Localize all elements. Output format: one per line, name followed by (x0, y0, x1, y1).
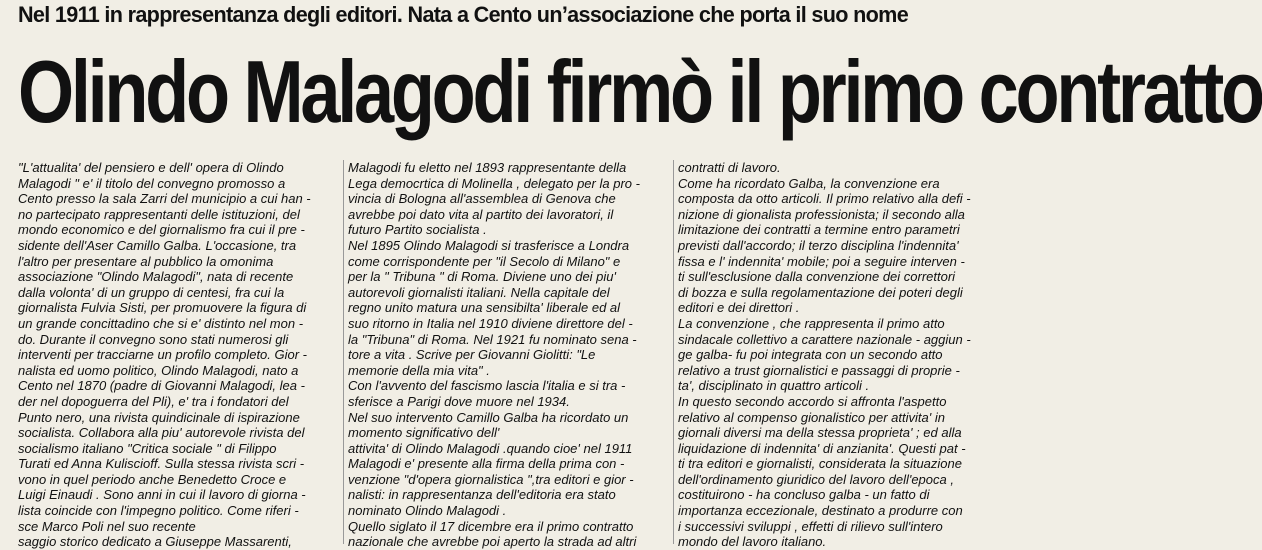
article-line: Nel 1895 Olindo Malagodi si trasferisce a Londra (348, 237, 630, 253)
article-line: socialismo italiano "Critica sociale " di Filippo (18, 440, 277, 456)
article-line: ti tra editori e giornalisti, considerata la situazione (678, 456, 962, 472)
article-line: mondo economico e del giornalismo fra cui il pre - (18, 222, 305, 238)
article-line: tore a vita . Scrive per Giovanni Giolitti: "Le (348, 347, 596, 363)
article-line: Malagodi " e' il titolo del convegno promosso a (18, 175, 286, 191)
article-line: Quello siglato il 17 dicembre era il primo contratto (348, 518, 634, 534)
article-line: In questo secondo accordo si affronta l'aspetto (678, 393, 947, 409)
article-line: fissa e l' indennita' mobile; poi a seguire interven - (678, 253, 965, 269)
article-line: contratti di lavoro. (678, 160, 781, 175)
article-line: Turati ed Anna Kuliscioff. Sulla stessa rivista scri - (18, 456, 305, 472)
article-line: interventi per tracciarne un profilo completo. Gior - (18, 347, 308, 363)
article-line: nazionale che avrebbe poi aperto la strada ad altri (348, 534, 637, 550)
article-line: giornalista Fulvia Sisti, per promuovere la figura di (18, 300, 307, 316)
article-line: nizione di gionalista professionista; il secondo alla (678, 206, 965, 222)
column-divider (343, 160, 344, 544)
article-line: avrebbe poi dato vita al partito dei lavoratori, il (348, 206, 614, 222)
article-line: associazione "Olindo Malagodi", nata di recente (18, 269, 294, 285)
article-line: editori e dei direttori . (678, 300, 800, 316)
article-line: Malagodi e' presente alla firma della prima con - (348, 456, 625, 472)
article-line: l'altro per presentare al pubblico la omonima (18, 253, 274, 269)
article-line: no partecipato rappresentanti delle istituzioni, del (18, 206, 300, 222)
article-line: Come ha ricordato Galba, la convenzione era (678, 175, 940, 191)
article-line: lista coincide con l'impegno politico. Come riferi - (18, 503, 299, 519)
article-line: nominato Olindo Malagodi . (348, 503, 507, 519)
article-line: un grande concittadino che si e' distinto nel mon - (18, 315, 304, 331)
article-line: relativo a trust giornalistici e passaggi di proprie - (678, 362, 960, 378)
article-line: relativo al compenso gionalistico per attivita' in (678, 409, 945, 425)
article-line: La convenzione , che rappresenta il primo atto (678, 315, 945, 331)
article-line: vincia di Bologna all'assemblea di Genova che (348, 191, 616, 207)
article-line: mondo del lavoro italiano. (678, 534, 827, 550)
article-line: ta', disciplinato in quattro articoli . (678, 378, 870, 394)
article-line: regno unito matura una sensibilta' liberale ed al (348, 300, 621, 316)
article-line: costituirono - ha concluso galba - un fatto di (678, 487, 930, 503)
article-line: importanza eccezionale, destinato a produrre con (678, 503, 963, 519)
article-line: sidente dell'Aser Camillo Galba. L'occasione, tra (18, 237, 297, 253)
article-line: liquidazione di indennita' di anzianita'. Questi pat - (678, 440, 966, 456)
article-line: Lega democrtica di Molinella , delegato per la pro - (348, 175, 640, 191)
article-line: Punto nero, una rivista quindicinale di ispirazione (18, 409, 300, 425)
article-line: suo ritorno in Italia nel 1910 diviene direttore del - (348, 315, 633, 331)
article-line: Luigi Einaudi . Sono anni in cui il lavoro di giorna - (18, 487, 306, 503)
article-line: Nel suo intervento Camillo Galba ha ricordato un (348, 409, 629, 425)
article-line: Con l'avvento del fascismo lascia l'italia e si tra - (348, 378, 626, 394)
article-line: dell'ordinamento giuridico del lavoro dell'epoca , (678, 471, 954, 487)
article-line: der nel dopoguerra del Pli), e' tra i fondatori del (18, 393, 289, 409)
kicker: Nel 1911 in rappresentanza degli editori. Nata a Cento un’associazione che porta il suo nome (18, 2, 909, 27)
article-line: saggio storico dedicato a Giuseppe Massarenti, (18, 534, 292, 550)
article-line: sferisce a Parigi dove muore nel 1934. (348, 393, 570, 409)
article-line: venzione "d'opera giornalistica ",tra editori e gior - (348, 471, 634, 487)
article-line: nalisti: in rappresentanza dell'editoria era stato (348, 487, 616, 503)
column-divider (673, 160, 674, 544)
article-line: attivita' di Olindo Malagodi .quando cioe' nel 1911 (348, 440, 633, 456)
article-line: ti sull'esclusione dalla convenzione dei correttori (678, 269, 956, 285)
article-line: come corrispondente per "il Secolo di Milano" e (348, 253, 621, 269)
article-line: composta da otto articoli. Il primo relativo alla defi - (678, 191, 971, 207)
article-line: vono in quel periodo anche Benedetto Croce e (18, 471, 287, 487)
article-line: previsti dall'accordo; il terzo disciplina l'indennita' (678, 237, 959, 253)
article-line: socialista. Collabora alla piu' autorevole rivista del (18, 425, 305, 441)
article-column-2 (348, 160, 670, 550)
article-line: memorie della mia vita" . (348, 362, 490, 378)
article-line: Malagodi fu eletto nel 1893 rappresentante della (348, 160, 627, 175)
article-line: nalista ed uomo politico, Olindo Malagodi, nato a (18, 362, 299, 378)
article-line: dalla volonta' di un gruppo di centesi, fra cui la (18, 284, 285, 300)
article-line: "L'attualita' del pensiero e dell' opera di Olindo (18, 160, 284, 175)
article-line: Cento nel 1870 (padre di Giovanni Malagodi, lea - (18, 378, 305, 394)
article-line: sindacale collettivo a carattere nazionale - aggiun - (678, 331, 971, 347)
article-column-3 (678, 160, 994, 550)
article-line: ge galba- fu poi integrata con un secondo atto (678, 347, 943, 363)
article-line: la "Tribuna" di Roma. Nel 1921 fu nominato sena - (348, 331, 637, 347)
article-line: futuro Partito socialista . (348, 222, 487, 238)
article-line: limitazione dei contratti a termine entro parametri (678, 222, 960, 238)
article-line: sce Marco Poli nel suo recente (18, 518, 196, 534)
article-line: momento significativo dell' (348, 425, 500, 441)
headline: Olindo Malagodi firmò il primo contratto (18, 42, 1262, 141)
article-line: Cento presso la sala Zarri del municipio a cui han - (18, 191, 311, 207)
article-column-1 (18, 160, 340, 550)
article-line: autorevoli giornalisti italiani. Nella capitale del (348, 284, 610, 300)
article-line: do. Durante il convegno sono stati numerosi gli (18, 331, 289, 347)
article-line: per la " Tribuna " di Roma. Diviene uno dei piu' (348, 269, 616, 285)
article-line: di bozza e sulla regolamentazione dei poteri degli (678, 284, 963, 300)
article-line: giornali diversi ma della stessa proprieta' ; ed alla (678, 425, 962, 441)
article-line: i successivi sviluppi , effetti di rilievo sull'intero (678, 518, 943, 534)
